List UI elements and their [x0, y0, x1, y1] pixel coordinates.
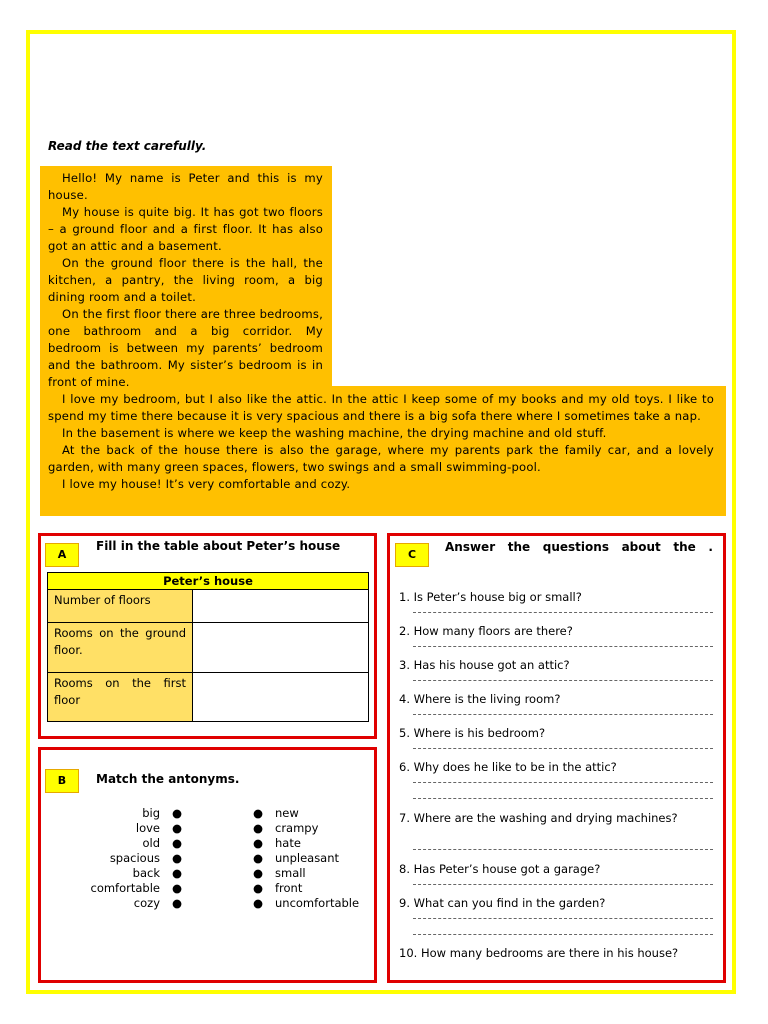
table-title: Peter’s house — [48, 573, 369, 590]
bullet-column-right — [253, 806, 263, 911]
match-bullet[interactable]: ● — [172, 851, 183, 865]
antonym-word: front — [275, 881, 303, 895]
question: 10. How many bedrooms are there in his house? — [399, 946, 679, 960]
answer-line[interactable] — [413, 798, 713, 799]
antonym-left-column — [70, 806, 160, 911]
match-bullet[interactable]: ● — [172, 881, 183, 895]
question: 4. Where is the living room? — [399, 692, 561, 706]
answer-line[interactable] — [413, 646, 713, 647]
table-row-label: Number of floors — [48, 590, 193, 623]
reading-text — [48, 170, 714, 493]
reading-paragraph: I love my house! It’s very comfortable and cozy. — [62, 477, 351, 491]
match-bullet[interactable]: ● — [253, 866, 264, 880]
table-row-label: Rooms on the first floor — [48, 673, 193, 722]
antonym-word: love — [135, 821, 160, 835]
answer-line[interactable] — [413, 680, 713, 681]
instruction-text: Read the text carefully. — [48, 139, 207, 153]
question: 7. Where are the washing and drying machines? — [399, 811, 678, 825]
antonym-word: small — [275, 866, 306, 880]
section-c-tag: C — [395, 543, 429, 567]
antonym-right-column — [275, 806, 359, 911]
match-bullet[interactable]: ● — [172, 821, 183, 835]
answer-line[interactable] — [413, 918, 713, 919]
answer-line[interactable] — [413, 782, 713, 783]
antonym-word: cozy — [133, 896, 160, 910]
reading-paragraph: I love my bedroom, but I also like the attic. In the attic I keep some of my books and my old toys. I like to spend my time there because it is very spacious and there is a big sofa there where I sometimes take a nap. — [48, 392, 714, 423]
bullet-column-left — [172, 806, 182, 911]
antonym-word: hate — [275, 836, 301, 850]
antonym-word: crampy — [275, 821, 319, 835]
question: 6. Why does he like to be in the attic? — [399, 760, 617, 774]
antonym-word: uncomfortable — [275, 896, 360, 910]
table-row-label: Rooms on the ground floor. — [48, 623, 193, 673]
reading-paragraph: My house is quite big. It has got two floors – a ground floor and a first floor. It has also got an attic and a basement. — [48, 205, 323, 253]
answer-line[interactable] — [413, 849, 713, 850]
peters-house-table — [47, 572, 369, 722]
match-bullet[interactable]: ● — [253, 851, 264, 865]
section-a-tag: A — [45, 543, 79, 567]
antonym-word: comfortable — [90, 881, 160, 895]
question: 2. How many floors are there? — [399, 624, 573, 638]
question: 3. Has his house got an attic? — [399, 658, 570, 672]
reading-paragraph: On the first floor there are three bedrooms, one bathroom and a big corridor. My bedroom is between my parents’ bedroom and the bathroom. My sister’s bedroom is in front of mine. — [48, 307, 323, 389]
match-bullet[interactable]: ● — [172, 896, 183, 910]
match-bullet[interactable]: ● — [253, 896, 264, 910]
antonym-word: new — [275, 806, 299, 820]
table-answer-cell[interactable] — [193, 590, 369, 623]
question: 1. Is Peter’s house big or small? — [399, 590, 582, 604]
reading-paragraph: At the back of the house there is also the garage, where my parents park the family car, and a lovely garden, with many green spaces, flowers, two swings and a small swimming-pool. — [48, 443, 714, 474]
antonym-word: spacious — [109, 851, 160, 865]
answer-line[interactable] — [413, 934, 713, 935]
reading-paragraph: On the ground floor there is the hall, the kitchen, a pantry, the living room, a big dining room and a toilet. — [48, 256, 323, 304]
answer-line[interactable] — [413, 612, 713, 613]
question: 8. Has Peter’s house got a garage? — [399, 862, 601, 876]
antonym-word: old — [142, 836, 160, 850]
section-a-heading: Fill in the table about Peter’s house — [96, 539, 341, 553]
section-b-tag: B — [45, 769, 79, 793]
antonym-word: unpleasant — [275, 851, 340, 865]
answer-line[interactable] — [413, 748, 713, 749]
antonym-word: big — [142, 806, 160, 820]
question: 9. What can you find in the garden? — [399, 896, 606, 910]
section-c-heading: Answer the questions about the . — [445, 540, 713, 554]
reading-paragraph: In the basement is where we keep the washing machine, the drying machine and old stuff. — [62, 426, 607, 440]
antonym-word: back — [132, 866, 160, 880]
match-bullet[interactable]: ● — [172, 866, 183, 880]
question: 5. Where is his bedroom? — [399, 726, 546, 740]
match-bullet[interactable]: ● — [253, 881, 264, 895]
table-answer-cell[interactable] — [193, 623, 369, 673]
match-bullet[interactable]: ● — [172, 836, 183, 850]
answer-line[interactable] — [413, 714, 713, 715]
section-b-heading: Match the antonyms. — [96, 772, 240, 786]
match-bullet[interactable]: ● — [253, 806, 264, 820]
match-bullet[interactable]: ● — [172, 806, 183, 820]
match-bullet[interactable]: ● — [253, 836, 264, 850]
answer-line[interactable] — [413, 884, 713, 885]
match-bullet[interactable]: ● — [253, 821, 264, 835]
reading-paragraph: Hello! My name is Peter and this is my house. — [48, 171, 323, 202]
table-answer-cell[interactable] — [193, 673, 369, 722]
